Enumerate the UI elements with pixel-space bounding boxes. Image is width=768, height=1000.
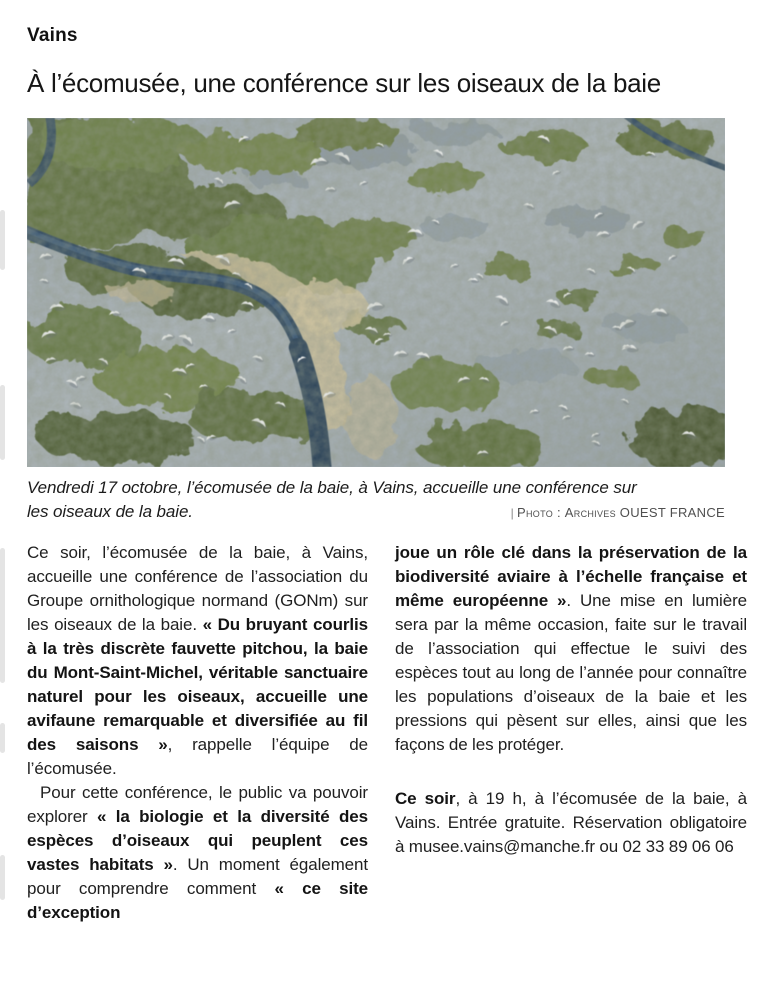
paragraph-3-quote: joue un rôle clé dans la préservation de la biodiversité aviaire à l’échelle française et même européenne » <box>395 543 747 610</box>
article-column-right <box>395 541 747 925</box>
scan-artifact <box>0 855 5 900</box>
credit-separator-icon: | <box>510 505 515 520</box>
scan-artifact <box>0 210 5 270</box>
practical-info <box>395 787 747 859</box>
credit-value: Archives OUEST FRANCE <box>564 504 725 520</box>
paragraph-2 <box>27 781 368 925</box>
headline: À l’écomusée, une conférence sur les oiseaux de la baie <box>27 68 661 98</box>
scan-artifact <box>0 548 5 683</box>
article-column-left <box>27 541 368 925</box>
practical-info-lead: Ce soir <box>395 789 456 808</box>
caption-line1: Vendredi 17 octobre, l’écomusée de la baie, à Vains, accueille une conférence sur <box>27 478 637 497</box>
practical-info-text: , à 19 h, à l’écomusée de la baie, à Vains. Entrée gratuite. Réservation obligatoire à musee.vains@manche.fr ou 02 33 89 06 06 <box>395 789 747 856</box>
paragraph-3-text: . Une mise en lumière sera par la même occasion, faite sur le travail de l’association qui effectue le suivi des espèces tout au long de l’année pour connaître les populations d’oiseaux de la baie et les pressions qui pèsent sur elles, ainsi que les façons de les protéger. <box>395 591 747 754</box>
kicker: Vains <box>27 25 78 46</box>
paragraph-2-quote2: « ce site d’exception <box>27 879 368 922</box>
credit-label: Photo : <box>517 504 561 520</box>
paragraph-3 <box>395 541 747 757</box>
aerial-bay-photo-illustration <box>27 118 725 467</box>
scan-artifact <box>0 723 5 753</box>
paragraph-1-quote: « Du bruyant courlis à la très discrète fauvette pitchou, la baie du Mont-Saint-Michel, véritable sanctuaire naturel pour les oiseaux, accueille une avifaune remarquable et diversifiée au fil des saisons » <box>27 615 368 754</box>
paragraph-2-quote: « la biologie et la diversité des espèces d’oiseaux qui peuplent ces vastes habitats » <box>27 807 368 874</box>
scan-artifact <box>0 385 5 460</box>
paragraph-2-text2: . Un moment également pour comprendre comment <box>27 855 368 898</box>
paragraph-1-attribution: , rappelle l’équipe de l’écomusée. <box>27 735 369 778</box>
article-body <box>27 541 747 925</box>
paragraph-2-text: Pour cette conférence, le public va pouvoir explorer <box>27 783 368 826</box>
paragraph-1 <box>27 541 368 781</box>
photo-credit <box>511 501 725 526</box>
article-photo <box>27 118 725 467</box>
photo-caption <box>27 476 725 525</box>
caption-line2: les oiseaux de la baie. <box>27 501 193 521</box>
paragraph-1-text: Ce soir, l’écomusée de la baie, à Vains, accueille une conférence de l’association du Groupe ornithologique normand (GONm) sur les oiseaux de la baie. <box>27 543 368 634</box>
